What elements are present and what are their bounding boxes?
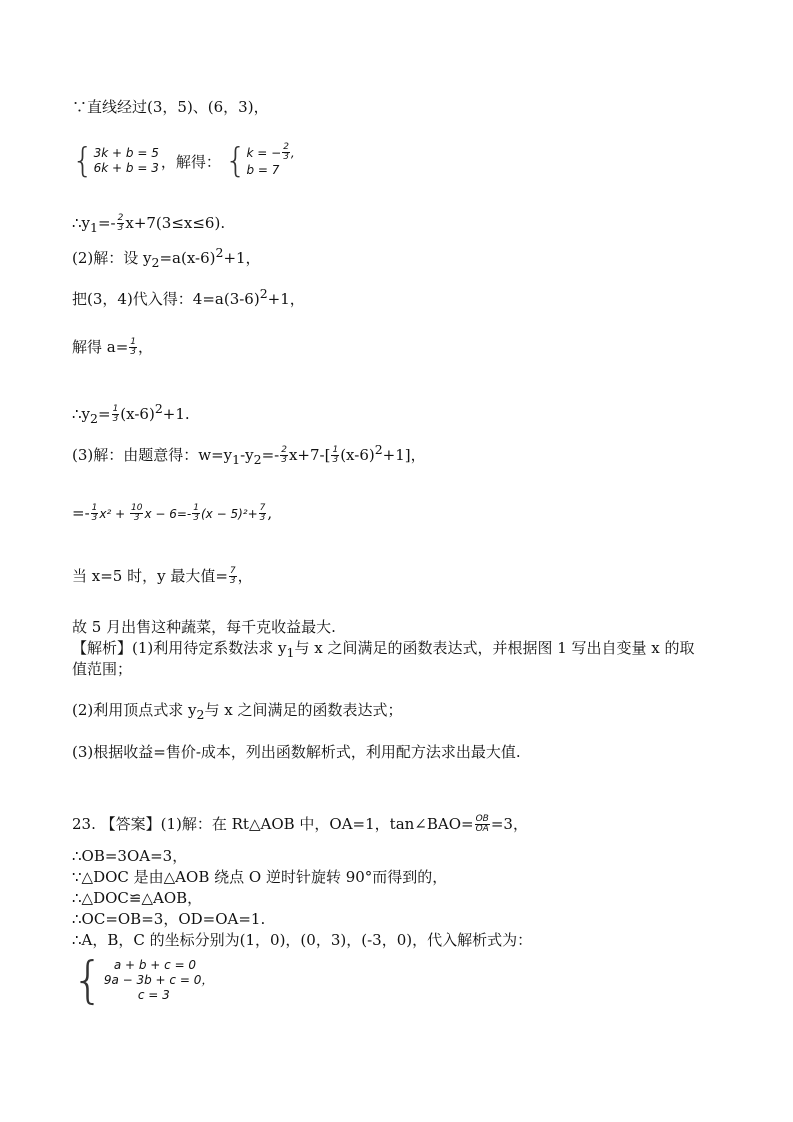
left-brace: { (72, 951, 104, 1009)
equation-row: 9a − 3b + c = 0， (103, 972, 214, 987)
text-line: ∴OB=3OA=3， (72, 847, 188, 865)
equation-row: a + b + c = 0 (113, 957, 197, 972)
solution-row: b = 7 (246, 163, 280, 177)
text-line: ∴OC=OB=3，OD=OA=1. (72, 910, 266, 928)
text-line: =- $\frac{1}{3}$ x² + $\frac{10}{3}$ x − 6=- $\frac{1}{3}$ (x − 5)²+ $\frac{7}{3}$ , (72, 502, 273, 523)
text-line: ∵△DOC 是由△AOB 绕点 O 逆时针旋转 90°而得到的， (72, 868, 448, 886)
text-line: ∴△DOC≌△AOB， (72, 889, 203, 907)
left-brace: { (224, 141, 247, 181)
equation-rows (94, 146, 159, 176)
text-line: (3)解：由题意得：$w=y_1-y_2=-$ $\frac{2}{3}$ x+7-[ $\frac{1}{3}$ $(x-6)^2+1$]， (72, 442, 426, 467)
text-line: 解得 a= $\frac{1}{3}$ ， (72, 336, 154, 357)
answer-line: 23. 【答案】(1)解：在 Rt△AOB 中，OA=1，tan∠BAO= $\frac{OB}{OA}$ =3， (72, 813, 528, 834)
text-line: (3)根据收益=售价-成本，列出函数解析式，利用配方法求出最大值. (72, 743, 521, 761)
analysis-line: 值范围； (72, 660, 133, 678)
equation-system-1 (72, 141, 295, 181)
text-line: ∴A，B，C 的坐标分别为(1，0)，(0，3)，(-3，0)，代入解析式为： (72, 931, 533, 949)
text-line: ∵直线经过(3，5)、(6，3)， (72, 98, 269, 116)
text-line: 当 x=5 时，y 最大值= $\frac{7}{3}$ ， (72, 565, 253, 586)
text-line: (2)利用顶点式求 $y_2$与 x 之间满足的函数表达式； (72, 701, 403, 722)
solution-rows (247, 144, 295, 178)
equation-rows (104, 958, 214, 1003)
equation-row: c = 3 (137, 987, 170, 1002)
text-line: (2)解：设 $y_2=a(x-6)^2+1$， (72, 245, 261, 270)
text-line: 把(3，4)代入得：$4=a(3-6)^2+1$， (72, 286, 305, 308)
equation-row: 3k + b = 5 (93, 146, 159, 160)
text-line: $\therefore y_1=-$ $\frac{2}{3}$ x+7(3≤x≤6). (72, 212, 226, 235)
text-line: 故 5 月出售这种蔬菜，每千克收益最大. (72, 618, 336, 636)
solution-row: k = − $\frac{2}{3}$ , (246, 142, 295, 162)
equation-system-3 (72, 951, 214, 1009)
equation-row: 6k + b = 3 (93, 161, 159, 175)
analysis-line: 【解析】(1)利用待定系数法求 $y_1$与 x 之间满足的函数表达式，并根据图 1 写出自变量 x 的取 (72, 639, 695, 660)
text-line: $\therefore y_2=$ $\frac{1}{3}$ $(x-6)^2+1$. (72, 401, 190, 426)
text: ，解得： (160, 152, 221, 171)
left-brace: { (72, 141, 94, 181)
